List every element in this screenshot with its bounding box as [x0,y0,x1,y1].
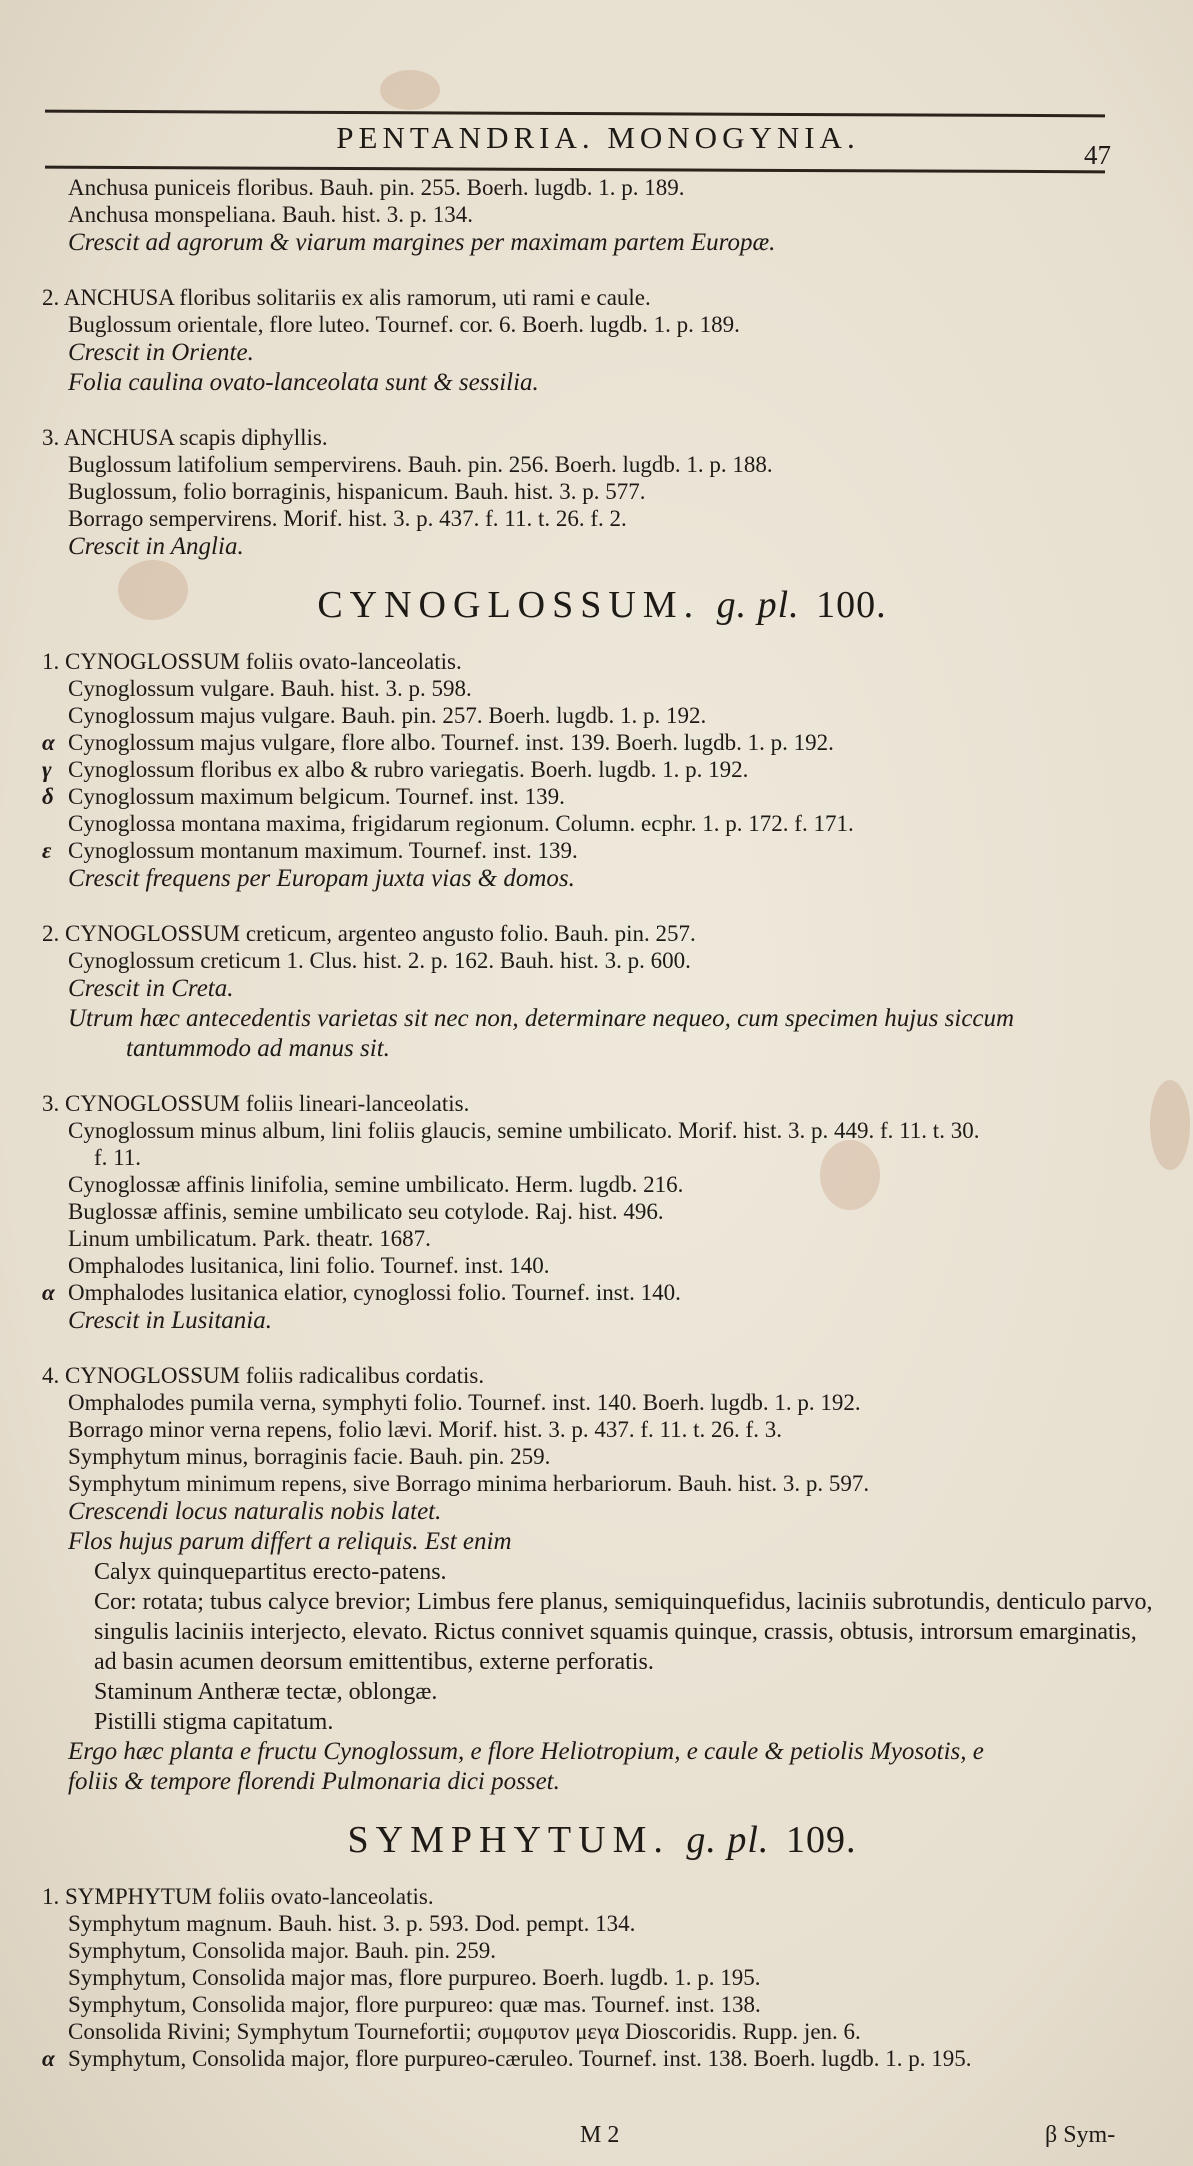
genus-ref: g. pl. [716,584,800,626]
species-heading: 2. CYNOGLOSSUM creticum, argenteo angusto folio. Bauh. pin. 257. [42,921,696,946]
synonym-text: Cynoglossum floribus ex albo & rubro variegatis. Boerh. lugdb. 1. p. 192. [68,757,749,782]
synonym-line: f. 11. [94,1145,142,1170]
habitat-note: Flos hujus parum differt a reliquis. Est enim [68,1528,512,1555]
synonym-line: Symphytum minus, borraginis facie. Bauh. pin. 259. [68,1444,551,1469]
synonym-line: Linum umbilicatum. Park. theatr. 1687. [68,1226,431,1251]
entry-gap [42,1064,1162,1090]
genus-number: 109. [785,1819,857,1861]
page-body [42,174,1162,2072]
synonym-line: Cynoglossæ affinis linifolia, semine umbilicato. Herm. lugdb. 216. [68,1172,684,1197]
genus-number: 100. [816,584,887,626]
genus-heading [42,1815,1162,1865]
flower-description: Pistilli stigma capitatum. [94,1709,334,1735]
synonym-line: Borrago minor verna repens, folio lævi. Morif. hist. 3. p. 437. f. 11. t. 26. f. 3. [68,1417,782,1442]
variety-mark: α [42,730,55,755]
synonym-text: Cynoglossum maximum belgicum. Tournef. inst. 139. [68,784,565,809]
variety-mark: α [42,2046,55,2071]
species-heading: 2. ANCHUSA floribus solitariis ex alis ramorum, uti rami e caule. [42,285,651,310]
variety-mark: ε [42,838,52,863]
variety-synonym [42,2045,1162,2072]
synonym-line: Symphytum magnum. Bauh. hist. 3. p. 593. Dod. pempt. 134. [68,1911,636,1936]
synonym-line: Borrago sempervirens. Morif. hist. 3. p. 437. f. 11. t. 26. f. 2. [68,506,627,531]
variety-synonym [42,756,1162,783]
synonym-text: Cynoglossum majus vulgare, flore albo. Tournef. inst. 139. Boerh. lugdb. 1. p. 192. [68,730,834,755]
species-heading: 1. CYNOGLOSSUM foliis ovato-lanceolatis. [42,649,462,674]
species-heading: 4. CYNOGLOSSUM foliis radicalibus cordatis. [42,1363,485,1388]
synonym-line: Omphalodes lusitanica, lini folio. Tournef. inst. 140. [68,1253,550,1278]
genus-name: SYMPHYTUM. [347,1819,670,1861]
synonym-text: Symphytum, Consolida major, flore purpureo-cæruleo. Tournef. inst. 138. Boerh. lugdb. 1. p. 195. [68,2046,972,2071]
variety-synonym [42,1279,1162,1306]
habitat-note: Crescit in Creta. [68,975,234,1002]
genus-ref: g. pl. [686,1819,770,1861]
habitat-note: Crescit ad agrorum & viarum margines per maximam partem Europæ. [68,229,776,256]
variety-synonym [42,783,1162,810]
species-heading: 3. ANCHUSA scapis diphyllis. [42,425,328,450]
habitat-note: Crescit frequens per Europam juxta vias & domos. [68,865,575,892]
habitat-note: Ergo hæc planta e fructu Cynoglossum, e flore Heliotropium, e caule & petiolis Myosotis, e [68,1738,984,1765]
catchword: β Sym- [1045,2122,1116,2148]
entry-gap [42,1336,1162,1362]
synonym-line: Buglossum latifolium sempervirens. Bauh. pin. 256. Boerh. lugdb. 1. p. 188. [68,452,773,477]
synonym-line: Anchusa puniceis floribus. Bauh. pin. 255. Boerh. lugdb. 1. p. 189. [68,175,685,200]
genus-heading [42,580,1162,630]
synonym-text: Cynoglossum montanum maximum. Tournef. inst. 139. [68,838,578,863]
header-rule-top [45,110,1105,118]
habitat-note: Crescit in Oriente. [68,339,254,366]
species-heading: 3. CYNOGLOSSUM foliis lineari-lanceolatis. [42,1091,470,1116]
variety-synonym [42,837,1162,864]
running-head: PENTANDRIA. MONOGYNIA. [336,120,860,155]
habitat-note: Utrum hæc antecedentis varietas sit nec non, determinare nequeo, cum specimen hujus siccum [68,1005,1015,1032]
synonym-line: Omphalodes pumila verna, symphyti folio. Tournef. inst. 140. Boerh. lugdb. 1. p. 192. [68,1390,861,1415]
entry-gap [42,398,1162,424]
flower-description: Calyx quinquepartitus erecto-patens. [94,1559,447,1585]
variety-synonym [42,729,1162,756]
synonym-line: Symphytum, Consolida major, flore purpureo: quæ mas. Tournef. inst. 138. [68,1992,761,2017]
synonym-line: Anchusa monspeliana. Bauh. hist. 3. p. 134. [68,202,474,227]
synonym-line: Consolida Rivini; Symphytum Tournefortii; συμφυτον μεγα Dioscoridis. Rupp. jen. 6. [68,2019,861,2044]
flower-description: Cor: rotata; tubus calyce brevior; Limbus fere planus, semiquinquefidus, laciniis subrotundis, denticulo parvo, singulis laciniis interjecto, elevato. Rictus connivet squamis quinque, crassis, obtusis, introrsum emarginatis, ad basin acumen deorsum emittentibus, externe perforatis. [94,1589,1153,1675]
species-heading: 1. SYMPHYTUM foliis ovato-lanceolatis. [42,1884,434,1909]
variety-mark: γ [42,757,52,782]
habitat-note: Crescendi locus naturalis nobis latet. [68,1498,442,1525]
habitat-note: Crescit in Anglia. [68,533,244,560]
habitat-note: Crescit in Lusitania. [68,1307,272,1334]
variety-mark: δ [42,784,54,809]
habitat-note: Folia caulina ovato-lanceolata sunt & sessilia. [68,369,539,396]
synonym-line: Cynoglossa montana maxima, frigidarum regionum. Column. ecphr. 1. p. 172. f. 171. [68,811,854,836]
variety-mark: α [42,1280,55,1305]
synonym-line: Cynoglossum vulgare. Bauh. hist. 3. p. 598. [68,676,472,701]
synonym-line: Symphytum, Consolida major. Bauh. pin. 259. [68,1938,497,1963]
habitat-note: tantummodo ad manus sit. [126,1035,390,1062]
entry-gap [42,894,1162,920]
synonym-line: Symphytum minimum repens, sive Borrago minima herbariorum. Bauh. hist. 3. p. 597. [68,1471,870,1496]
habitat-note: foliis & tempore florendi Pulmonaria dici posset. [68,1768,560,1795]
synonym-line: Cynoglossum creticum 1. Clus. hist. 2. p. 162. Bauh. hist. 3. p. 600. [68,948,691,973]
synonym-line: Cynoglossum minus album, lini foliis glaucis, semine umbilicato. Morif. hist. 3. p. 449. f. 11. t. 30. [68,1118,980,1143]
synonym-line: Cynoglossum majus vulgare. Bauh. pin. 257. Boerh. lugdb. 1. p. 192. [68,703,707,728]
synonym-line: Buglossum orientale, flore luteo. Tournef. cor. 6. Boerh. lugdb. 1. p. 189. [68,312,740,337]
synonym-line: Symphytum, Consolida major mas, flore purpureo. Boerh. lugdb. 1. p. 195. [68,1965,761,1990]
synonym-line: Buglossæ affinis, semine umbilicato seu cotylode. Raj. hist. 496. [68,1199,664,1224]
entry-gap [42,258,1162,284]
flower-description: Staminum Antheræ tectæ, oblongæ. [94,1679,438,1705]
synonym-line: Buglossum, folio borraginis, hispanicum. Bauh. hist. 3. p. 577. [68,479,646,504]
foxing-stain [380,70,440,110]
genus-name: CYNOGLOSSUM. [317,584,701,626]
synonym-text: Omphalodes lusitanica elatior, cynoglossi folio. Tournef. inst. 140. [68,1280,681,1305]
page-number: 47 [1084,140,1111,170]
header-rule-bottom [45,166,1105,174]
signature-mark: M 2 [580,2122,620,2148]
